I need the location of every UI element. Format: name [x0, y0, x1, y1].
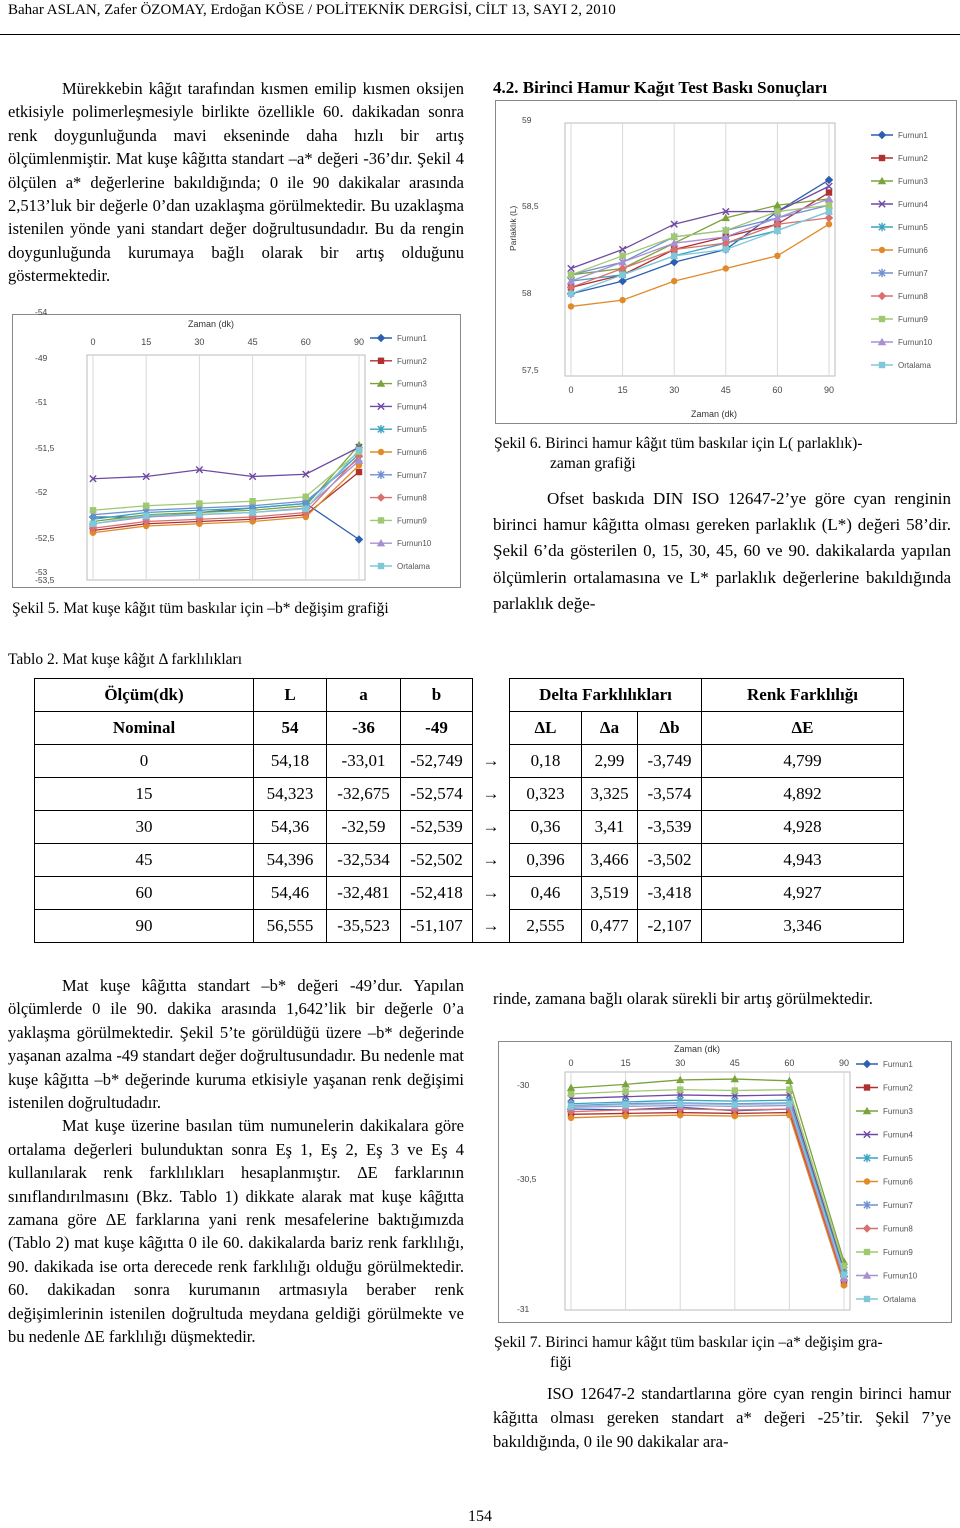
cell-a: -33,01 — [327, 745, 401, 778]
legend-label: Ortalama — [898, 361, 931, 370]
legend-label: Furnun4 — [397, 402, 427, 412]
cell-da: 3,41 — [582, 811, 638, 844]
cell-da: 3,519 — [582, 877, 638, 910]
legend-label: Furnun9 — [898, 315, 928, 324]
table-row — [35, 778, 904, 811]
legend-label: Furnun9 — [883, 1248, 913, 1257]
legend-label: Furnun7 — [883, 1201, 913, 1210]
cell-dE: 4,928 — [702, 811, 904, 844]
legend-label: Furnun10 — [898, 338, 933, 347]
header-b: b — [401, 679, 473, 712]
table-row — [35, 877, 904, 910]
table-header-row — [35, 679, 904, 712]
data-point — [774, 253, 780, 259]
legend-label: Furnun7 — [898, 269, 928, 278]
x-tick-label: 30 — [194, 337, 205, 347]
cell-L: 54,323 — [254, 778, 327, 811]
legend-label: Furnun6 — [898, 246, 928, 255]
header-olcum: Ölçüm(dk) — [35, 679, 254, 712]
figure-7-caption — [494, 1333, 883, 1373]
data-point — [249, 509, 255, 515]
cell-db: -3,502 — [638, 844, 702, 877]
nominal-label: Nominal — [35, 712, 254, 745]
legend-label: Furnun2 — [397, 356, 427, 366]
cell-time: 45 — [35, 844, 254, 877]
legend-marker — [378, 517, 384, 523]
y-tick-label: 57,5 — [522, 365, 539, 375]
y-tick-label: 59 — [522, 115, 532, 125]
table-caption: Tablo 2. Mat kuşe kâğıt Δ farklılıkları — [8, 651, 243, 668]
paragraph: Ofset baskıda DIN ISO 12647-2’ye göre cyan renginin birinci hamur kâğıtta olması gereken parlaklık (L*) değeri 58’dir. Şekil 6’da gösterilen 0, 15, 30, 45, 60 ve 90. dakikalarda yapılan ölçümlerin ortalamasına ve L* parlaklık değerlerine bakıldığında parlaklık değe- — [493, 489, 951, 613]
data-point — [619, 297, 625, 303]
arrow-spacer — [473, 679, 510, 712]
data-point — [622, 1101, 628, 1107]
cell-dL: 0,36 — [510, 811, 582, 844]
table-row — [35, 844, 904, 877]
cell-da: 3,466 — [582, 844, 638, 877]
cell-b: -52,749 — [401, 745, 473, 778]
legend-label: Furnun7 — [397, 470, 427, 480]
legend-label: Furnun1 — [883, 1060, 913, 1069]
data-point — [249, 498, 255, 504]
legend-label: Furnun6 — [397, 448, 427, 457]
x-tick-label: 15 — [617, 385, 628, 395]
nominal-a: -36 — [327, 712, 401, 745]
legend-label: Furnun1 — [397, 334, 427, 343]
series-line — [93, 452, 359, 511]
cell-dE: 4,927 — [702, 877, 904, 910]
cell-dE: 3,346 — [702, 910, 904, 943]
nominal-L: 54 — [254, 712, 327, 745]
arrow-icon: → — [473, 844, 510, 877]
cell-db: -3,574 — [638, 778, 702, 811]
x-tick-label: 0 — [90, 337, 96, 347]
legend-marker — [879, 362, 885, 368]
y-tick-label: -51 — [35, 397, 48, 407]
chart-title: Zaman (dk) — [674, 1044, 721, 1054]
data-point — [303, 506, 309, 512]
cell-time: 0 — [35, 745, 254, 778]
cell-dL: 0,46 — [510, 877, 582, 910]
x-tick-label: 60 — [784, 1058, 795, 1068]
series-line — [93, 472, 359, 531]
data-point — [774, 227, 780, 233]
data-point — [826, 202, 832, 208]
legend-marker — [377, 334, 385, 342]
legend-label: Furnun8 — [397, 493, 427, 503]
cell-db: -2,107 — [638, 910, 702, 943]
nominal-dE: ΔE — [702, 712, 904, 745]
y-tick-label: 58,5 — [522, 201, 539, 211]
series-line — [571, 1104, 844, 1275]
figure-6-svg — [496, 101, 956, 423]
cell-a: -32,534 — [327, 844, 401, 877]
series-line — [571, 1095, 844, 1270]
paragraph: Mat kuşe üzerine basılan tüm numunelerin dakikalara göre ortalama değerleri bulunduktan sonra Eş 1, Eş 2, Eş 3 ve Eş 4 kullanılarak renk farklılıkları hesaplanmıştır. ΔE farklarının sınıflandırılmasını (Bkz. Tablo 1) dikkate alarak mat kuşe kâğıtta zamana göre ΔE farklarına yani renk mesafelerine baktığımızda (Tablo 2) mat kuşe kâğıtta 0 ile 60. dakikalarda bariz renk farklılığı, 90. dakikada ise orta derecede renk farklılığı olduğu görülmektedir. 60. dakikadan sonra kurumanın artmasıyla beraber renk değişimlerinin istenilen doğrultuda meydana geldiği görülmekte ve bu nedenle ΔE farklılığı düşmektedir. — [8, 1116, 464, 1347]
cell-time: 90 — [35, 910, 254, 943]
cell-L: 54,396 — [254, 844, 327, 877]
header-renk: Renk Farklılığı — [702, 679, 904, 712]
cell-L: 56,555 — [254, 910, 327, 943]
legend-marker — [863, 1224, 871, 1232]
right-bottom-text — [493, 986, 951, 1011]
legend-label: Furnun10 — [883, 1271, 918, 1281]
series-line — [571, 1105, 844, 1278]
x-tick-label: 0 — [568, 1058, 574, 1068]
nominal-dL: ΔL — [510, 712, 582, 745]
series-line — [93, 454, 359, 519]
arrow-icon: → — [473, 910, 510, 943]
header-L: L — [254, 679, 327, 712]
data-point — [677, 1086, 683, 1092]
data-point — [568, 291, 574, 297]
data-point — [671, 253, 677, 259]
data-point — [196, 500, 202, 506]
data-point — [825, 195, 833, 202]
data-point — [356, 469, 362, 475]
table-row — [35, 811, 904, 844]
cell-da: 0,477 — [582, 910, 638, 943]
arrow-icon: → — [473, 811, 510, 844]
x-tick-label: 60 — [300, 337, 311, 347]
legend-label: Furnun4 — [883, 1130, 913, 1140]
legend-marker — [879, 155, 885, 161]
data-point — [568, 1091, 574, 1097]
cell-a: -32,481 — [327, 877, 401, 910]
cell-db: -3,539 — [638, 811, 702, 844]
legend-label: Furnun1 — [898, 131, 928, 140]
data-point — [90, 521, 96, 527]
right-mid-text — [493, 486, 951, 617]
figure-6-caption-line-1: Şekil 6. Birinci hamur kâğıt tüm baskılar için L( parlaklık)- — [494, 435, 863, 452]
cell-time: 15 — [35, 778, 254, 811]
section-heading: 4.2. Birinci Hamur Kağıt Test Baskı Sonuçları — [493, 78, 828, 97]
cell-a: -32,675 — [327, 778, 401, 811]
y-tick-label: 58 — [522, 288, 532, 298]
arrow-icon: → — [473, 778, 510, 811]
nominal-b: -49 — [401, 712, 473, 745]
data-point — [568, 1103, 574, 1109]
y-tick-label: -31 — [517, 1304, 530, 1314]
left-top-text — [8, 77, 464, 288]
cell-L: 54,18 — [254, 745, 327, 778]
table-row — [35, 910, 904, 943]
right-last-text — [493, 1382, 951, 1454]
data-point — [732, 1101, 738, 1107]
header-delta: Delta Farklılıkları — [510, 679, 702, 712]
legend-label: Furnun5 — [883, 1154, 913, 1163]
legend-marker — [878, 131, 886, 139]
legend-label: Furnun6 — [883, 1177, 913, 1187]
legend-label: Furnun5 — [898, 223, 928, 232]
x-tick-label: 15 — [620, 1058, 631, 1068]
data-point — [303, 494, 309, 500]
x-axis-label: Zaman (dk) — [691, 409, 738, 419]
nominal-db: Δb — [638, 712, 702, 745]
legend-label: Furnun3 — [397, 379, 427, 389]
figure-5-svg — [13, 307, 460, 587]
cell-dL: 0,18 — [510, 745, 582, 778]
nominal-da: Δa — [582, 712, 638, 745]
cell-db: -3,749 — [638, 745, 702, 778]
legend-marker — [879, 316, 885, 322]
cell-dE: 4,892 — [702, 778, 904, 811]
series-line — [571, 1103, 844, 1275]
legend-marker — [378, 449, 384, 455]
x-tick-label: 90 — [838, 1058, 850, 1068]
cell-b: -51,107 — [401, 910, 473, 943]
cell-dL: 0,323 — [510, 778, 582, 811]
data-point — [677, 1101, 683, 1107]
data-point — [732, 1087, 738, 1093]
x-tick-label: 0 — [568, 385, 574, 395]
legend-label: Ortalama — [883, 1295, 916, 1304]
x-tick-label: 30 — [669, 385, 680, 395]
y-tick-label: -54 — [35, 307, 48, 317]
figure-6-chart — [495, 100, 957, 424]
plot-area — [565, 1072, 850, 1310]
series-line — [571, 212, 829, 294]
y-tick-label: -53,5 — [35, 575, 55, 585]
data-point — [355, 535, 363, 543]
paragraph: Mürekkebin kâğıt tarafından kısmen emilip kısmen oksijen etkisiyle polimerleşmesiyle birlikte özellikle 60. dakikadan sonra renk doygunluğunda mavi ekseninde daha hızlı bir artış ölçümlenmiştir. Mat kuşe kâğıtta standart –a* değeri -36’dır. Şekil 4 ölçülen a* değerlerine bakıldığında; 0 ile 90 dakikalar arasında 2,513’luk bir değerle 0’dan uzaklaşma görülmektedir. Bu uzaklaşma istenilen yönde yani standart değer doğrultusundadır. Bu da rengin doygunluğunda kurumaya bağlı olarak bir artış olduğunu göstermektedir. — [8, 79, 464, 286]
y-tick-label: -30,5 — [517, 1174, 537, 1184]
arrow-icon: → — [473, 745, 510, 778]
data-point — [356, 447, 362, 453]
x-tick-label: 45 — [729, 1058, 740, 1068]
legend-marker — [378, 563, 384, 569]
data-point — [723, 246, 729, 252]
running-header: Bahar ASLAN, Zafer ÖZOMAY, Erdoğan KÖSE / POLİTEKNİK DERGİSİ, CİLT 13, SAYI 2, 2010 — [8, 2, 616, 18]
cell-da: 3,325 — [582, 778, 638, 811]
legend-label: Furnun10 — [397, 539, 432, 549]
legend-label: Furnun4 — [898, 200, 928, 209]
y-tick-label: -51,5 — [35, 443, 55, 453]
cell-a: -35,523 — [327, 910, 401, 943]
legend-marker — [864, 1296, 870, 1302]
x-tick-label: 30 — [675, 1058, 686, 1068]
page-number: 154 — [468, 1508, 492, 1525]
figure-7-chart — [498, 1041, 952, 1323]
legend-marker — [864, 1249, 870, 1255]
legend-marker — [878, 292, 886, 300]
legend-label: Furnun8 — [898, 292, 928, 301]
x-tick-label: 15 — [141, 337, 152, 347]
legend-label: Furnun2 — [883, 1083, 913, 1093]
figure-5-chart — [12, 307, 461, 588]
cell-b: -52,502 — [401, 844, 473, 877]
legend-marker — [377, 493, 385, 501]
paragraph: ISO 12647-2 standartlarına göre cyan rengin birinci hamur kâğıtta olması gereken standart a* değeri -25’tir. Şekil 7’ye bakıldığında, 0 ile 90 dakikalar ara- — [493, 1384, 951, 1451]
data-point — [143, 503, 149, 509]
cell-a: -32,59 — [327, 811, 401, 844]
figure-7-caption-line-1: Şekil 7. Birinci hamur kâğıt tüm baskılar için –a* değişim gra- — [494, 1334, 883, 1351]
x-tick-label: 60 — [772, 385, 783, 395]
x-tick-label: 90 — [823, 385, 835, 395]
cell-dL: 0,396 — [510, 844, 582, 877]
paragraph: rinde, zamana bağlı olarak sürekli bir artış görülmektedir. — [493, 989, 873, 1008]
data-point — [90, 507, 96, 513]
legend-label: Ortalama — [397, 562, 430, 571]
cell-da: 2,99 — [582, 745, 638, 778]
data-point — [568, 303, 574, 309]
figure-7-caption-line-2: fiği — [550, 1354, 572, 1371]
data-point — [826, 208, 832, 214]
data-point — [841, 1272, 847, 1278]
cell-L: 54,36 — [254, 811, 327, 844]
data-point — [196, 511, 202, 517]
delta-table — [34, 678, 904, 943]
legend-marker — [378, 358, 384, 364]
y-tick-label: -30 — [517, 1080, 530, 1090]
cell-dE: 4,943 — [702, 844, 904, 877]
data-point — [143, 512, 149, 518]
left-bottom-text — [8, 974, 464, 1349]
legend-label: Furnun3 — [883, 1107, 913, 1116]
legend-marker — [879, 247, 885, 253]
cell-dL: 2,555 — [510, 910, 582, 943]
table-row — [35, 745, 904, 778]
table-nominal-row — [35, 712, 904, 745]
cell-L: 54,46 — [254, 877, 327, 910]
arrow-icon: → — [473, 877, 510, 910]
y-tick-label: -49 — [35, 353, 48, 363]
cell-b: -52,418 — [401, 877, 473, 910]
y-tick-label: -52 — [35, 487, 48, 497]
y-axis-label: Parlaklık (L) — [508, 205, 518, 251]
data-point — [723, 265, 729, 271]
figure-7-svg — [499, 1042, 951, 1322]
x-tick-label: 45 — [247, 337, 258, 347]
legend-marker — [864, 1178, 870, 1184]
legend-label: Furnun2 — [898, 154, 928, 163]
cell-b: -52,539 — [401, 811, 473, 844]
legend-label: Furnun5 — [397, 425, 427, 435]
cell-dE: 4,799 — [702, 745, 904, 778]
legend-marker — [864, 1084, 870, 1090]
figure-6-caption — [494, 434, 862, 474]
series-line — [93, 447, 359, 479]
plot-area — [87, 355, 365, 580]
header-rule — [0, 34, 960, 35]
legend-marker — [863, 1060, 871, 1068]
data-point — [671, 278, 677, 284]
legend-label: Furnun3 — [898, 177, 928, 186]
data-point — [786, 1086, 792, 1092]
data-point — [619, 272, 625, 278]
legend-label: Furnun8 — [883, 1224, 913, 1234]
data-point — [786, 1101, 792, 1107]
chart-title: Zaman (dk) — [188, 319, 235, 329]
cell-b: -52,574 — [401, 778, 473, 811]
cell-time: 30 — [35, 811, 254, 844]
y-tick-label: -53 — [35, 567, 48, 577]
legend-label: Furnun9 — [397, 516, 427, 526]
data-point — [622, 1088, 628, 1094]
header-a: a — [327, 679, 401, 712]
x-tick-label: 45 — [720, 385, 731, 395]
cell-time: 60 — [35, 877, 254, 910]
figure-5-caption: Şekil 5. Mat kuşe kâğıt tüm baskılar için –b* değişim grafiği — [12, 600, 389, 617]
series-line — [571, 199, 829, 281]
figure-6-caption-line-2: zaman grafiği — [550, 455, 636, 472]
y-tick-label: -52,5 — [35, 533, 55, 543]
cell-db: -3,418 — [638, 877, 702, 910]
arrow-spacer — [473, 712, 510, 745]
x-tick-label: 90 — [353, 337, 365, 347]
paragraph: Mat kuşe kâğıtta standart –b* değeri -49’dur. Yapılan ölçümlerde 0 ile 90. dakika arasında 1,642’lik bir değerle 0’a yaklaşma görülmektedir. Şekil 5’te görüldüğü üzere –b* değerinde yaşanan azalma -49 standart değer doğrultusundadır. Bu nedenle mat kuşe kâğıtta –b* değerinde kuruma etkisiyle yaşanan renk değişimi istenilen doğrultudadır. — [8, 976, 464, 1113]
